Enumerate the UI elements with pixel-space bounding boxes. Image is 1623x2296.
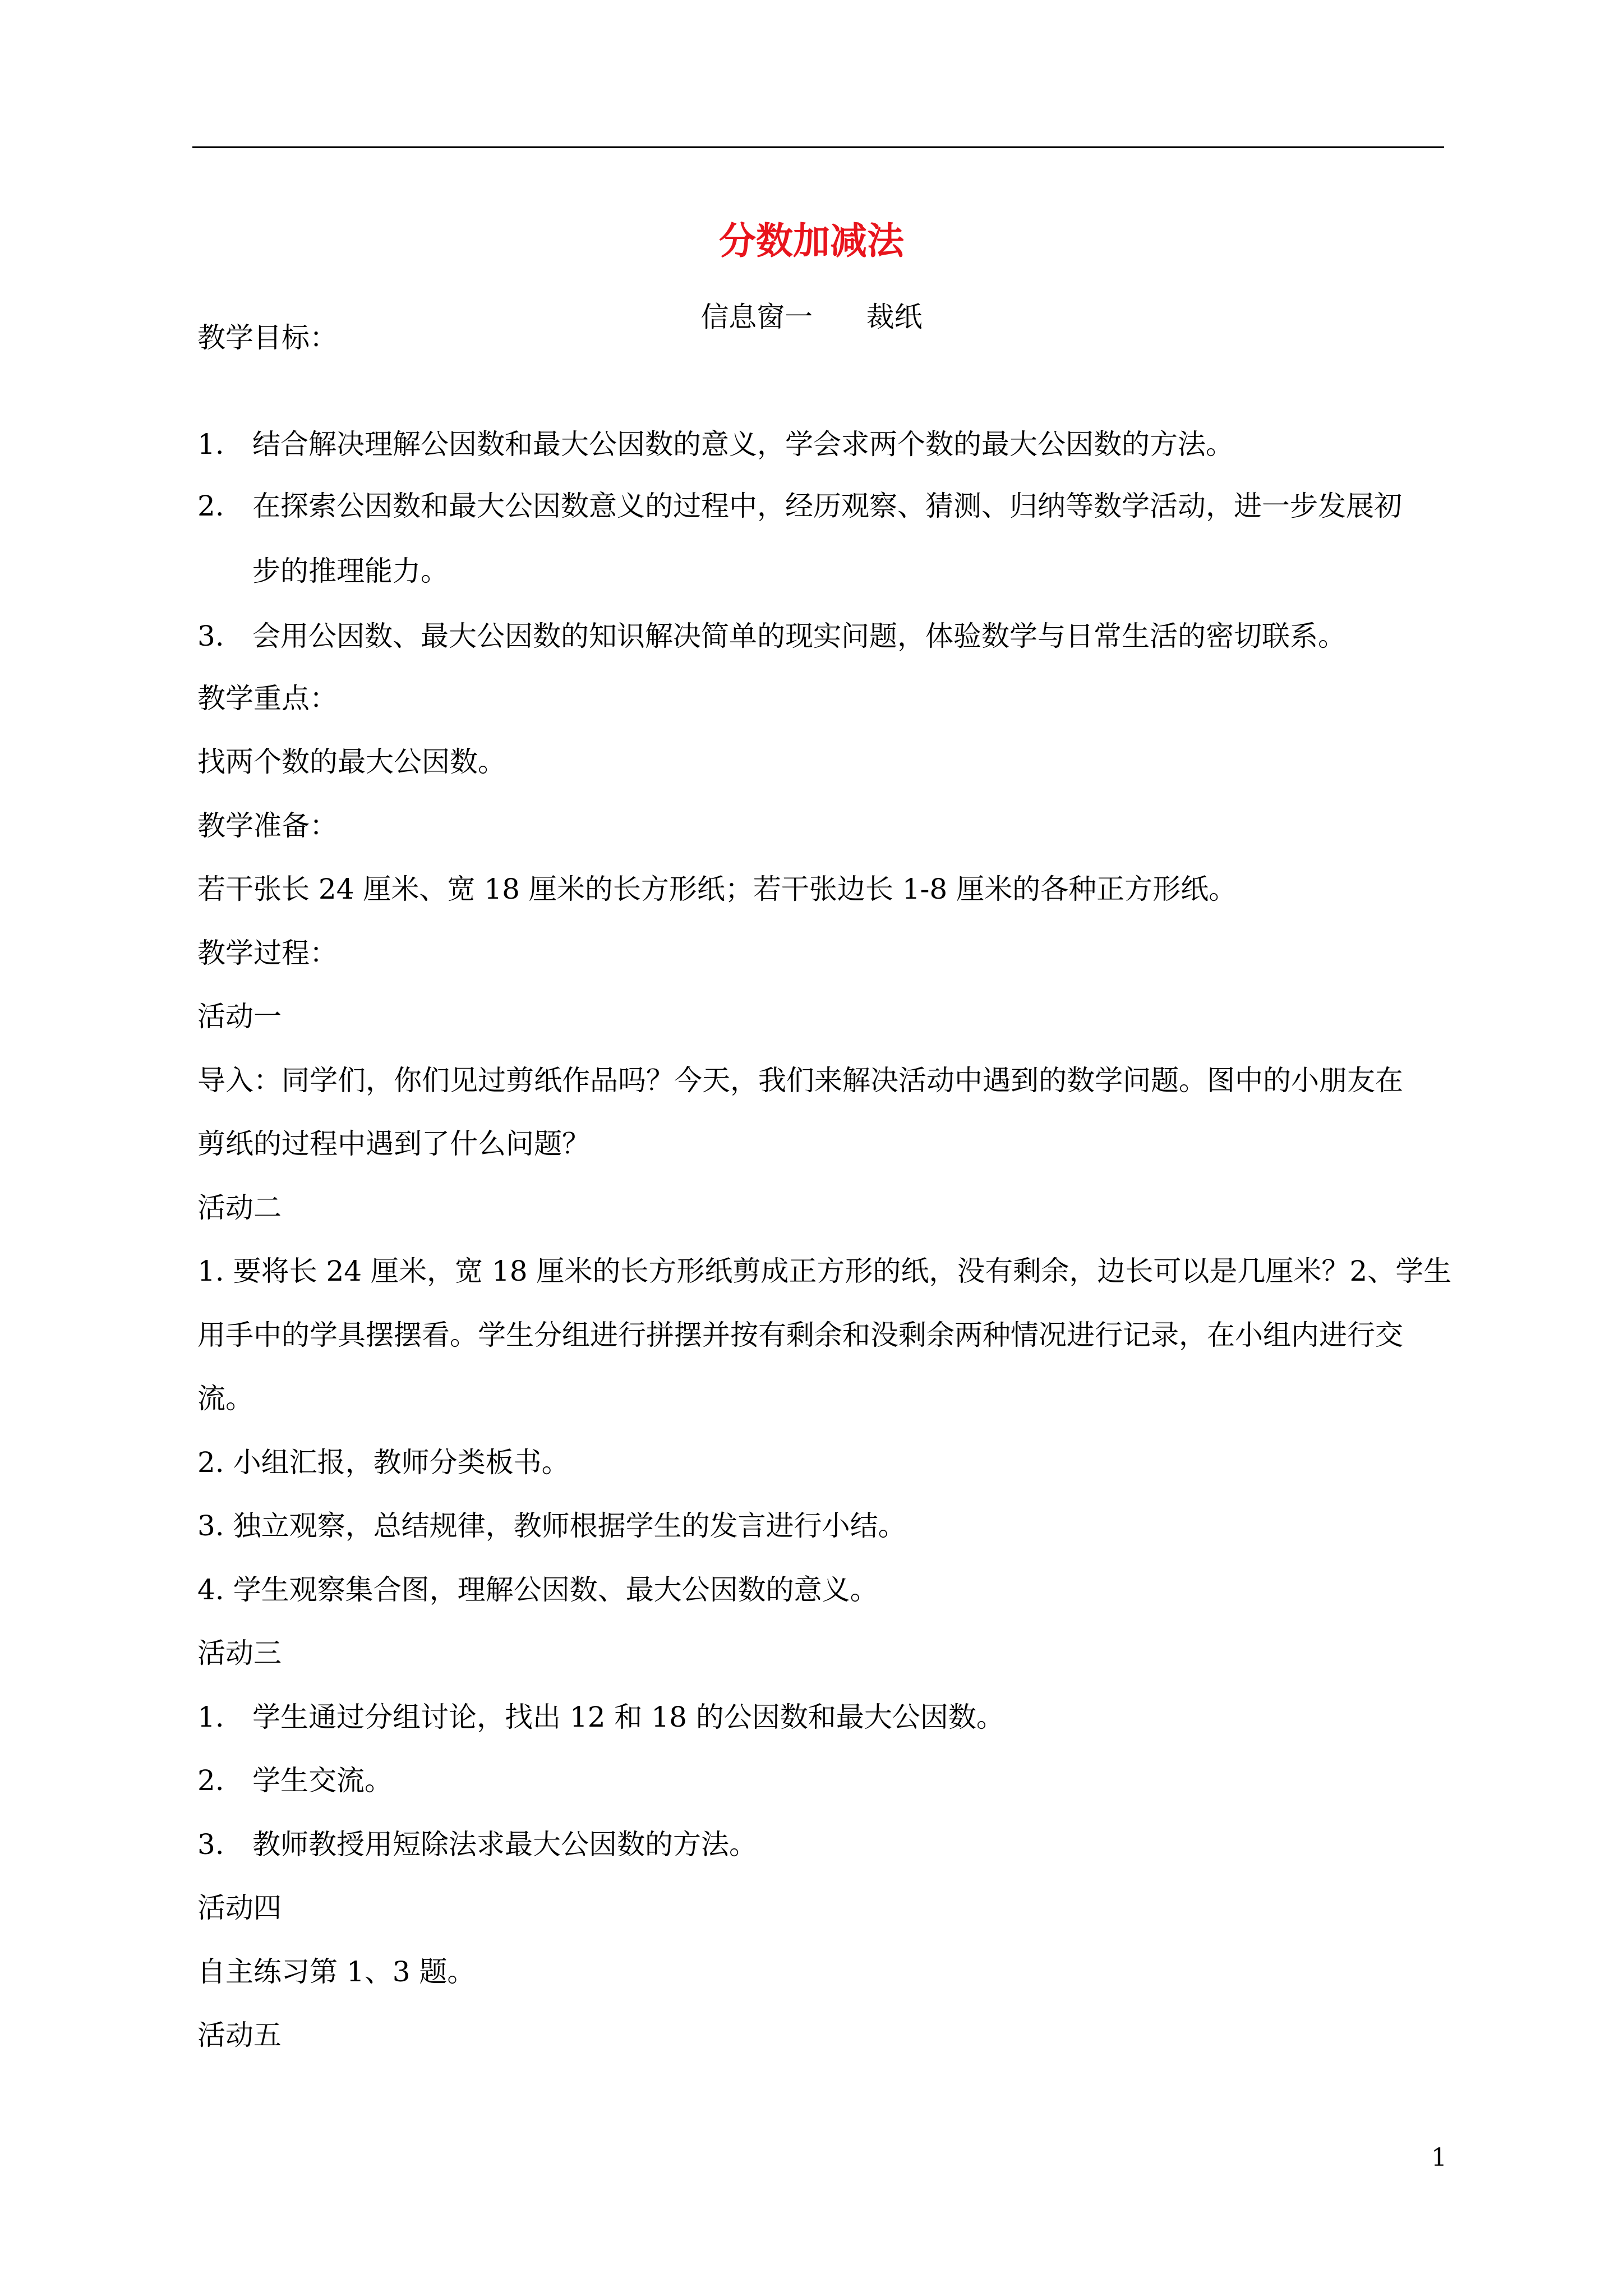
activity2-line-5: 3. 独立观察，总结规律，教师根据学生的发言进行小结。 — [197, 1510, 906, 1542]
key-heading: 教学重点： — [197, 682, 338, 715]
activity3-item-1-number: 1. — [197, 1701, 224, 1733]
prep-text: 若干张长 24 厘米、宽 18 厘米的长方形纸；若干张边长 1-8 厘米的各种正方形纸。 — [197, 873, 1237, 905]
objective-1-text: 结合解决理解公因数和最大公因数的意义，学会求两个数的最大公因数的方法。 — [252, 428, 1234, 461]
activity1-line-1: 导入：同学们，你们见过剪纸作品吗？今天，我们来解决活动中遇到的数学问题。图中的小朋友在 — [197, 1064, 1403, 1097]
activity2-line-3: 流。 — [197, 1382, 253, 1415]
activity2-line-2: 用手中的学具摆摆看。学生分组进行拼摆并按有剩余和没剩余两种情况进行记录，在小组内进行交 — [197, 1319, 1403, 1351]
activity2-line-6: 4. 学生观察集合图，理解公因数、最大公因数的意义。 — [197, 1573, 878, 1606]
activity5-heading: 活动五 — [197, 2019, 282, 2051]
objective-2-number: 2. — [197, 490, 224, 522]
objective-3-text: 会用公因数、最大公因数的知识解决简单的现实问题，体验数学与日常生活的密切联系。 — [252, 620, 1346, 652]
activity3-item-2-text: 学生交流。 — [252, 1764, 393, 1797]
activity3-item-2-number: 2. — [197, 1764, 224, 1797]
activity2-line-4: 2. 小组汇报，教师分类板书。 — [197, 1446, 570, 1479]
activity3-item-1-text: 学生通过分组讨论，找出 12 和 18 的公因数和最大公因数。 — [252, 1701, 1004, 1733]
activity1-line-2: 剪纸的过程中遇到了什么问题？ — [197, 1128, 590, 1160]
activity1-heading: 活动一 — [197, 1000, 282, 1033]
objective-2-text: 在探索公因数和最大公因数意义的过程中，经历观察、猜测、归纳等数学活动，进一步发展初 — [252, 490, 1402, 522]
objectives-heading: 教学目标： — [197, 321, 338, 354]
document-subtitle: 信息窗一 裁纸 — [700, 301, 923, 333]
activity4-text: 自主练习第 1、3 题。 — [197, 1955, 476, 1988]
activity3-heading: 活动三 — [197, 1637, 282, 1669]
objective-2-continuation: 步的推理能力。 — [252, 555, 449, 587]
activity2-line-1: 1. 要将长 24 厘米，宽 18 厘米的长方形纸剪成正方形的纸，没有剩余，边长可以是几厘米？2、学生 — [197, 1255, 1452, 1287]
prep-heading: 教学准备： — [197, 809, 338, 842]
objective-1-number: 1. — [197, 428, 224, 461]
activity3-item-3-number: 3. — [197, 1828, 224, 1861]
objective-3-number: 3. — [197, 620, 224, 652]
key-text: 找两个数的最大公因数。 — [197, 746, 506, 778]
activity4-heading: 活动四 — [197, 1892, 282, 1924]
process-heading: 教学过程： — [197, 937, 338, 969]
activity3-item-3-text: 教师教授用短除法求最大公因数的方法。 — [252, 1828, 757, 1861]
page-number: 1 — [1431, 2143, 1447, 2172]
activity2-heading: 活动二 — [197, 1191, 282, 1224]
header-rule — [192, 146, 1444, 148]
document-title: 分数加减法 — [719, 219, 904, 263]
